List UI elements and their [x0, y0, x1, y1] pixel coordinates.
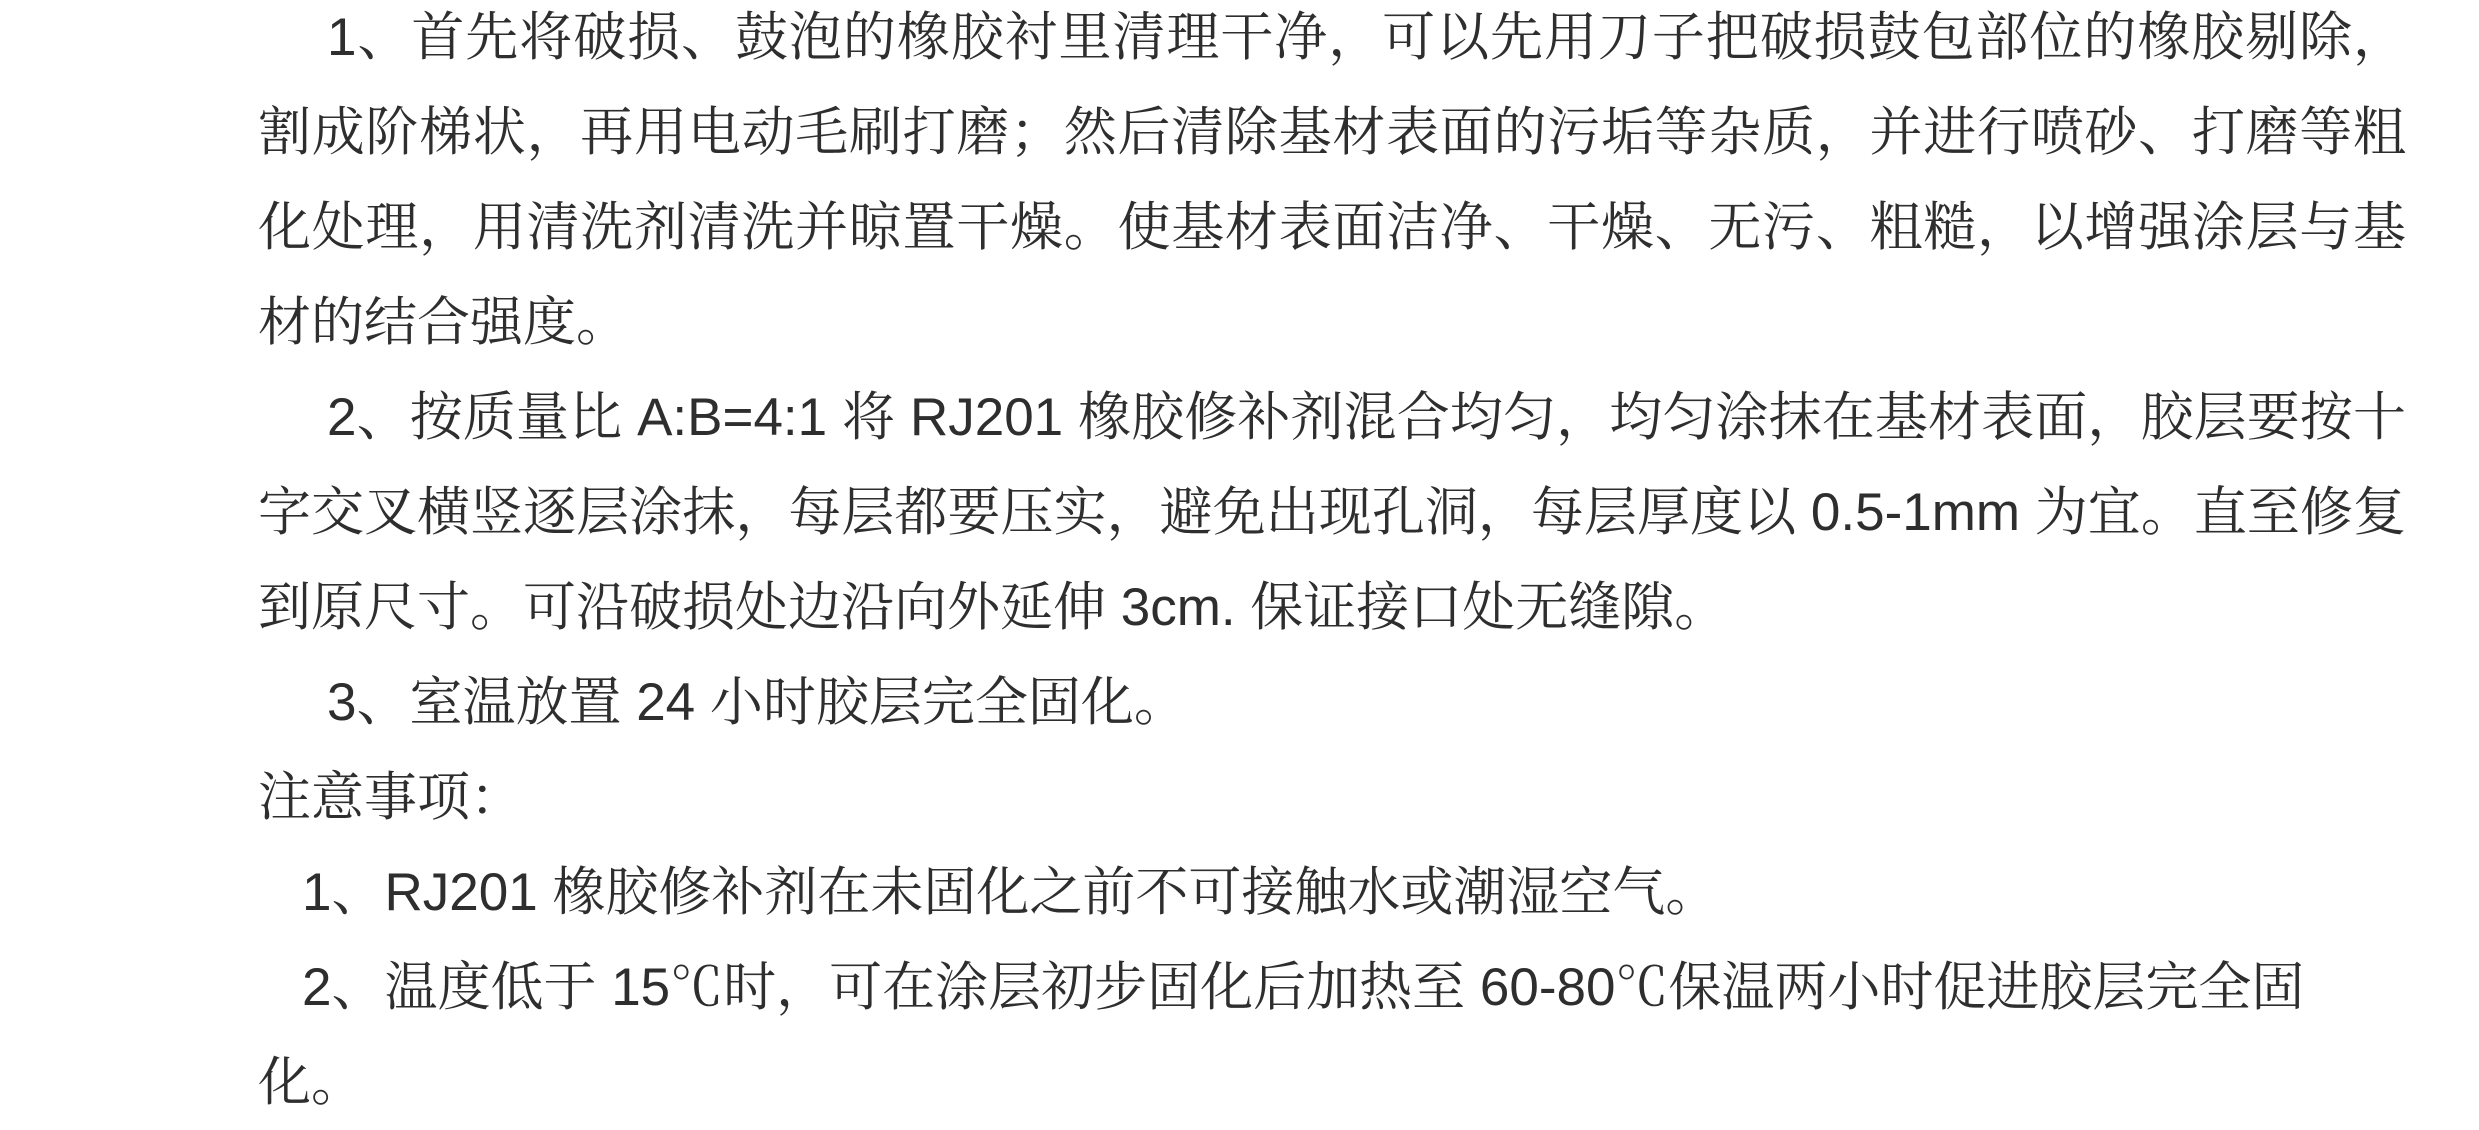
step-1-paragraph: 1、首先将破损、鼓泡的橡胶衬里清理干净，可以先用刀子把破损鼓包部位的橡胶剔除，割成阶梯状，再用电动毛刷打磨；然后清除基材表面的污垢等杂质，并进行喷砂、打磨等粗化处理，用清洗剂清洗并晾置干燥。使基材表面洁净、干燥、无污、粗糙，以增强涂层与基材的结合强度。 — [258, 8, 2406, 352]
step-3-paragraph: 3、室温放置 24 小时胶层完全固化。 — [327, 673, 1187, 732]
notes-heading: 注意事项： — [258, 768, 523, 827]
step-2-paragraph: 2、按质量比 A:B=4:1 将 RJ201 橡胶修补剂混合均匀，均匀涂抹在基材表面，胶层要按十字交叉横竖逐层涂抹，每层都要压实，避免出现孔洞，每层厚度以 0.5-1mm 为宜。直至修复到原尺寸。可沿破损处边沿向外延伸 3cm. 保证接口处无缝隙。 — [258, 388, 2406, 637]
note-1-paragraph: 1、RJ201 橡胶修补剂在未固化之前不可接触水或潮湿空气。 — [302, 863, 1719, 922]
document-page — [258, 0, 2406, 1130]
note-2-paragraph: 2、温度低于 15℃时，可在涂层初步固化后加热至 60-80℃保温两小时促进胶层完全固化。 — [258, 958, 2305, 1112]
